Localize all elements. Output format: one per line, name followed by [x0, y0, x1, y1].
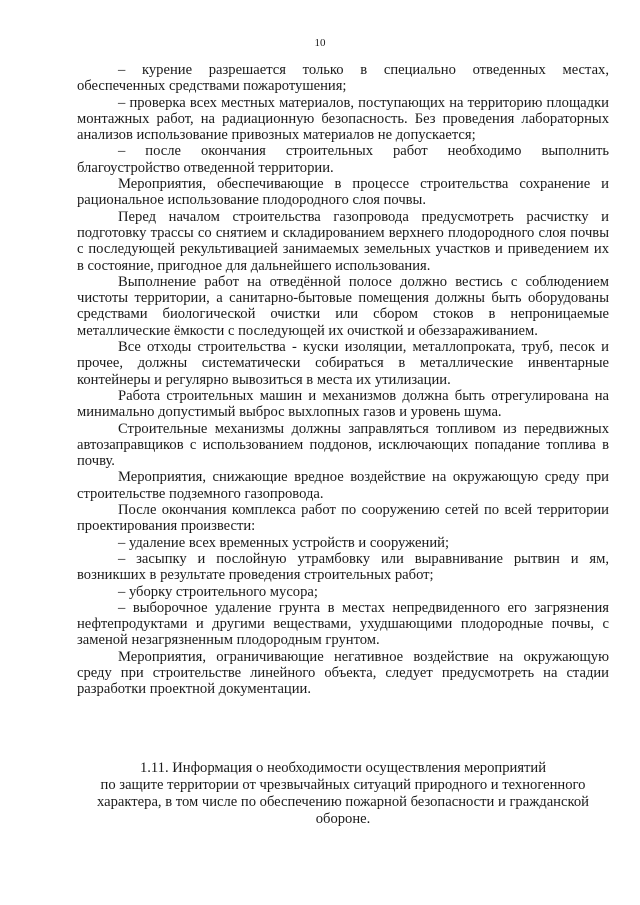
section-heading-line: обороне.: [315, 811, 371, 827]
document-body: [77, 62, 609, 698]
paragraph: Мероприятия, ограничивающие негативное воздействие на окружающую среду при строительстве линейного объекта, следует предусмотреть на стадии разработки проектной документации.: [77, 648, 609, 698]
paragraph: Выполнение работ на отведённой полосе должно вестись с соблюдением чистоты территории, а санитарно-бытовые помещения должны быть оборудованы средствами биологической очистки или сбором стоков в непроницаемые металлические ёмкости с последующей их очисткой и обеззараживанием.: [77, 273, 609, 339]
section-heading: [77, 760, 609, 828]
paragraph: – проверка всех местных материалов, поступающих на территорию площадки монтажных работ, на радиационную безопасность. Без проведения лабораторных анализов использование привозных материалов не допускается;: [77, 94, 609, 144]
paragraph: Работа строительных машин и механизмов должна быть отрегулирована на минимально допустимый выброс выхлопных газов и уровень шума.: [77, 387, 609, 421]
page-number: 10: [314, 37, 326, 49]
paragraph: – после окончания строительных работ необходимо выполнить благоустройство отведенной территории.: [77, 143, 609, 176]
paragraph: Мероприятия, обеспечивающие в процессе строительства сохранение и рациональное использование плодородного слоя почвы.: [77, 176, 609, 209]
paragraph: Строительные механизмы должны заправляться топливом из передвижных автозаправщиков с использованием поддонов, исключающих попадание топлива в почву.: [77, 420, 609, 470]
paragraph: После окончания комплекса работ по сооружению сетей по всей территории проектирования произвести:: [77, 502, 609, 535]
section-heading-line: по защите территории от чрезвычайных ситуаций природного и техногенного: [100, 777, 586, 793]
section-heading-line: характера, в том числе по обеспечению пожарной безопасности и гражданской: [97, 794, 589, 810]
list-item: – засыпку и послойную утрамбовку или выравнивание рытвин и ям, возникших в результате проведения строительных работ;: [77, 550, 609, 584]
paragraph: – курение разрешается только в специально отведенных местах, обеспеченных средствами пожаротушения;: [77, 62, 609, 95]
list-item: – уборку строительного мусора;: [118, 583, 318, 600]
list-item: – выборочное удаление грунта в местах непредвиденного его загрязнения нефтепродуктами и другими веществами, ухудшающими плодородные почвы, с заменой незагрязненным плодородным грунтом.: [77, 599, 609, 649]
section-heading-line: 1.11. Информация о необходимости осуществления мероприятий: [139, 760, 547, 776]
paragraph: Перед началом строительства газопровода предусмотреть расчистку и подготовку трассы со снятием и складированием верхнего плодородного слоя почвы с последующей рекультивацией занимаемых земельных участков и приведением их в состояние, пригодное для дальнейшего использования.: [77, 208, 609, 274]
paragraph: Мероприятия, снижающие вредное воздействие на окружающую среду при строительстве подземного газопровода.: [77, 469, 609, 502]
paragraph: Все отходы строительства - куски изоляции, металлопроката, труб, песок и прочее, должны систематически собираться в металлические инвентарные контейнеры и регулярно вывозиться в места их утилизации.: [77, 339, 609, 388]
list-item: – удаление всех временных устройств и сооружений;: [118, 534, 450, 551]
